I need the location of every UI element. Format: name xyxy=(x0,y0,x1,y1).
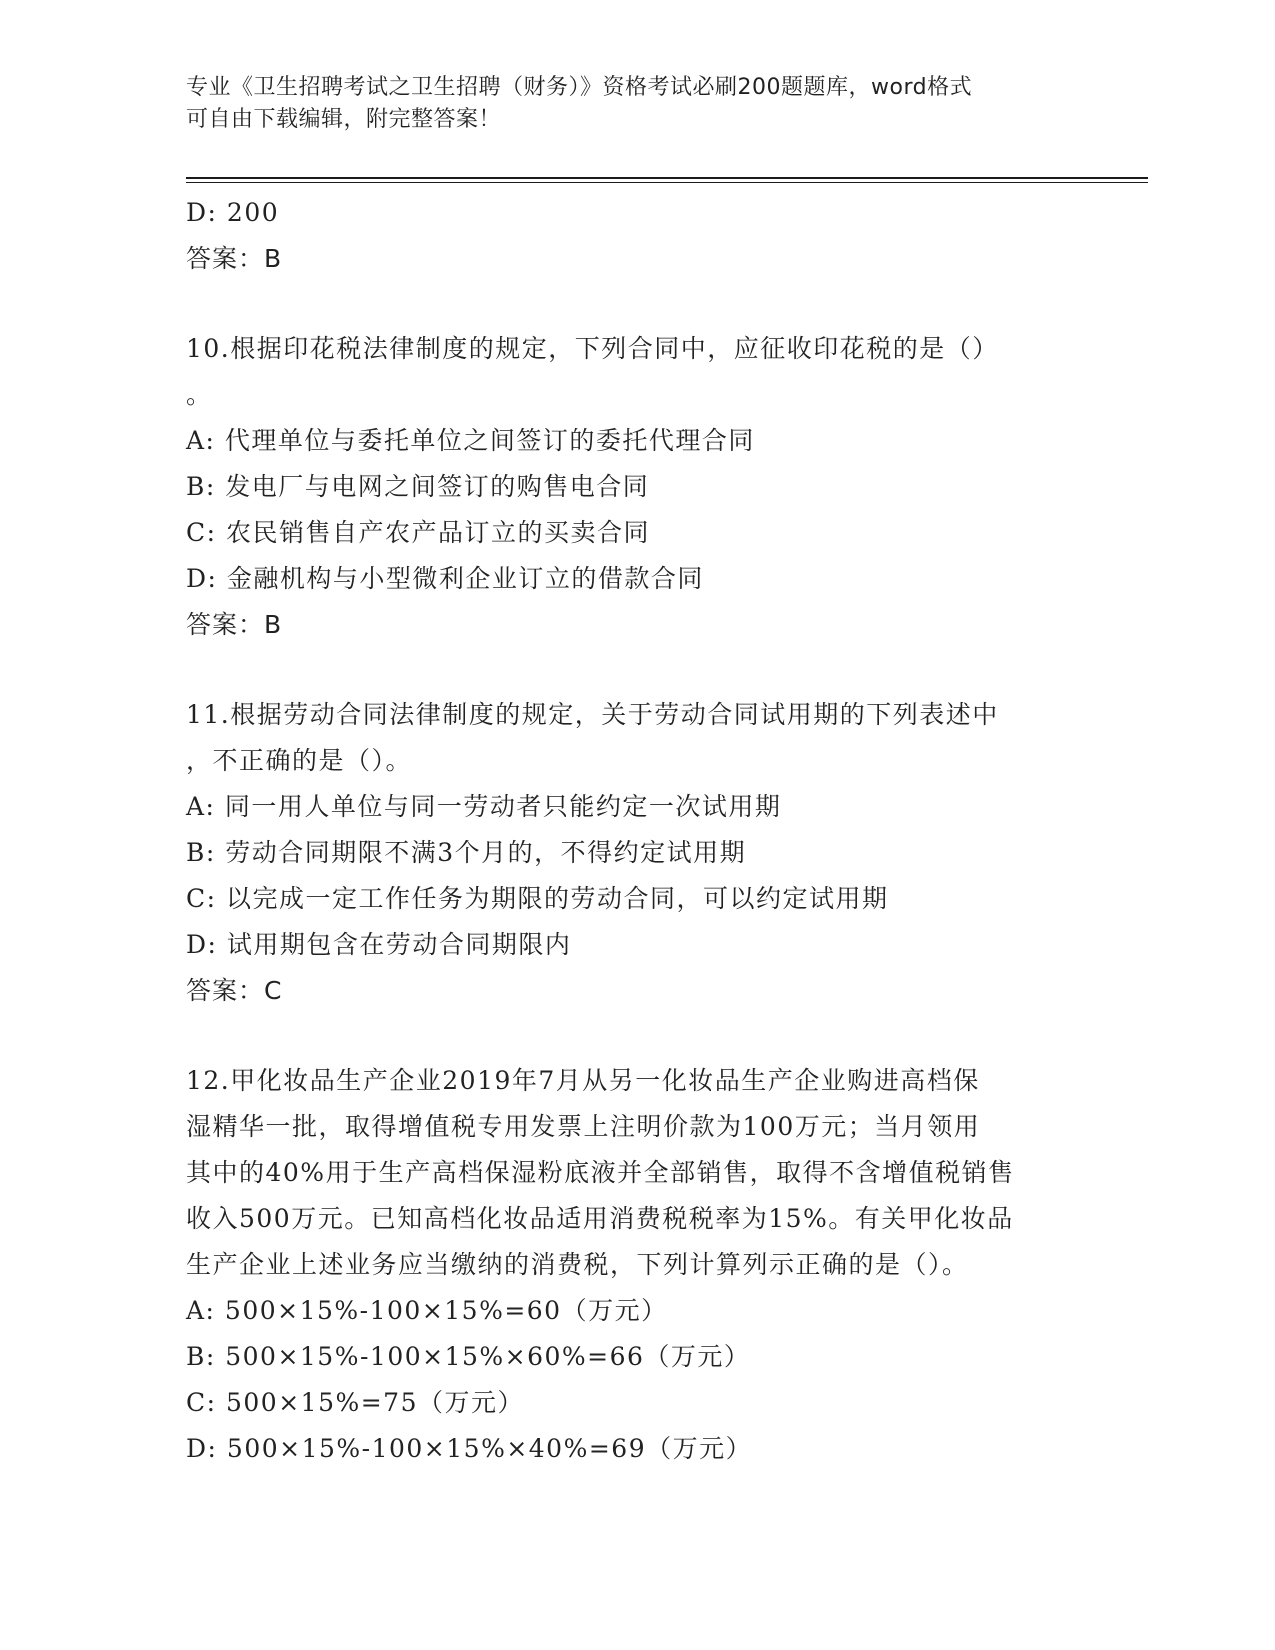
option-b: B: 发电厂与电网之间签订的购售电合同 xyxy=(186,472,650,501)
question-content xyxy=(186,190,1086,1472)
question-stem: 12.甲化妆品生产企业2019年7月从另一化妆品生产企业购进高档保 xyxy=(186,1066,980,1095)
question-stem-continued: ，不正确的是（）。 xyxy=(186,746,413,775)
option-c: C: 农民销售自产农产品订立的买卖合同 xyxy=(186,518,650,547)
header-rule-thick xyxy=(186,177,1148,179)
option-b: B: 劳动合同期限不满3个月的，不得约定试用期 xyxy=(186,838,747,867)
option-a: A: 同一用人单位与同一劳动者只能约定一次试用期 xyxy=(186,792,782,821)
spacer xyxy=(186,648,1086,692)
header-line-1: 专业《卫生招聘考试之卫生招聘（财务）》资格考试必刷200题题库，word格式 xyxy=(186,75,973,100)
question-11 xyxy=(186,692,1086,1014)
spacer xyxy=(186,1014,1086,1058)
previous-question-tail xyxy=(186,190,1086,282)
answer: 答案：C xyxy=(186,976,283,1005)
header-rule-thin xyxy=(186,182,1148,183)
spacer xyxy=(186,282,1086,326)
option-d: D: 试用期包含在劳动合同期限内 xyxy=(186,930,572,959)
question-stem-continued: 。 xyxy=(186,380,213,409)
option-d: D: 500×15%-100×15%×40%=69（万元） xyxy=(186,1434,753,1463)
question-stem: 11.根据劳动合同法律制度的规定，关于劳动合同试用期的下列表述中 xyxy=(186,700,999,729)
question-stem-continued: 收入500万元。已知高档化妆品适用消费税税率为15%。有关甲化妆品 xyxy=(186,1204,1014,1233)
answer: 答案：B xyxy=(186,610,283,639)
option-c: C: 500×15%=75（万元） xyxy=(186,1388,524,1417)
option-c: C: 以完成一定工作任务为期限的劳动合同，可以约定试用期 xyxy=(186,884,889,913)
option-d: D: 200 xyxy=(186,198,280,227)
question-stem-continued: 生产企业上述业务应当缴纳的消费税，下列计算列示正确的是（）。 xyxy=(186,1250,969,1279)
option-a: A: 代理单位与委托单位之间签订的委托代理合同 xyxy=(186,426,755,455)
answer: 答案：B xyxy=(186,244,283,273)
option-b: B: 500×15%-100×15%×60%=66（万元） xyxy=(186,1342,751,1371)
document-header xyxy=(186,72,1086,136)
question-stem: 10.根据印花税法律制度的规定，下列合同中，应征收印花税的是（） xyxy=(186,334,999,363)
option-d: D: 金融机构与小型微利企业订立的借款合同 xyxy=(186,564,704,593)
question-stem-continued: 其中的40%用于生产高档保湿粉底液并全部销售，取得不含增值税销售 xyxy=(186,1158,1015,1187)
question-12 xyxy=(186,1058,1086,1472)
question-stem-continued: 湿精华一批，取得增值税专用发票上注明价款为100万元；当月领用 xyxy=(186,1112,981,1141)
question-10 xyxy=(186,326,1086,648)
option-a: A: 500×15%-100×15%=60（万元） xyxy=(186,1296,668,1325)
header-line-2: 可自由下载编辑，附完整答案！ xyxy=(186,107,502,132)
